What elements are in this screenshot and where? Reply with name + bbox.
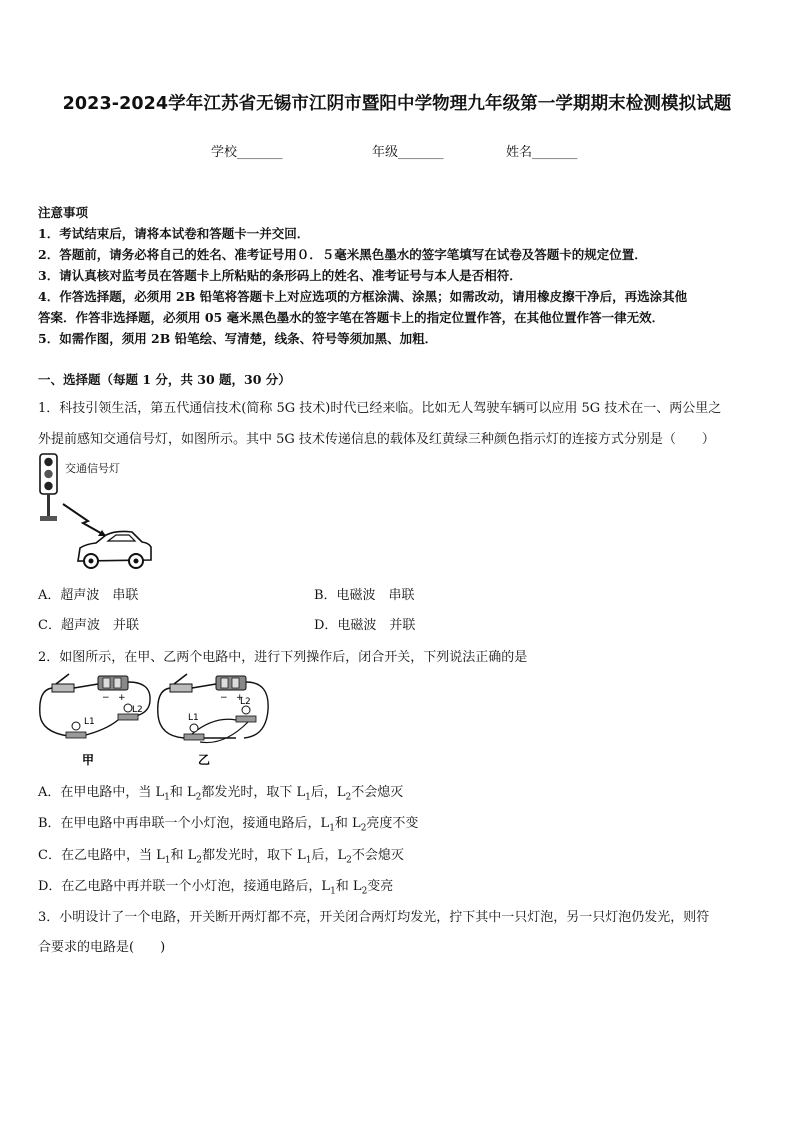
figure-label: 交通信号灯 bbox=[65, 462, 120, 475]
switch-icon bbox=[170, 674, 192, 692]
notes-heading: 注意事项 bbox=[38, 205, 89, 220]
svg-text:L2: L2 bbox=[132, 705, 143, 715]
note-item: 3．请认真核对监考员在答题卡上所粘贴的条形码上的姓名、准考证号与本人是否相符． bbox=[38, 268, 522, 283]
lamp-l2-icon bbox=[236, 706, 256, 722]
circuit-yi-figure bbox=[154, 670, 274, 770]
q1-option-d: D．电磁波 并联 bbox=[314, 618, 416, 633]
lamp-l1-icon bbox=[66, 722, 86, 738]
svg-text:L1: L1 bbox=[188, 713, 199, 723]
note-item: 2．答题前，请务必将自己的姓名、准考证号用０．５毫米黑色墨水的签字笔填写在试卷及答题卡的规定位置． bbox=[38, 247, 647, 262]
signal-icon bbox=[63, 504, 106, 536]
note-item: 1．考试结束后，请将本试卷和答题卡一并交回． bbox=[38, 226, 310, 241]
question-3-line-1: 3．小明设计了一个电路，开关断开两灯都不亮，开关闭合两灯均发光，拧下其中一只灯泡，另一只灯泡仍发光，则符 bbox=[38, 910, 710, 925]
lamp-l1-icon bbox=[184, 724, 204, 740]
note-item: 4．作答选择题，必须用 2B 铅笔将答题卡上对应选项的方框涂满、涂黑；如需改动，请用橡皮擦干净后，再选涂其他 bbox=[38, 289, 688, 304]
switch-icon bbox=[52, 674, 74, 692]
section-heading: 一、选择题（每题 1 分，共 30 题，30 分） bbox=[38, 372, 291, 387]
svg-text:L1: L1 bbox=[84, 717, 95, 727]
circuit-jia-label: 甲 bbox=[82, 753, 95, 767]
svg-text:L2: L2 bbox=[240, 697, 251, 707]
svg-text:+: + bbox=[236, 693, 244, 703]
q1-option-b: B．电磁波 串联 bbox=[314, 588, 415, 603]
circuit-yi-label: 乙 bbox=[198, 753, 211, 767]
car-icon bbox=[78, 531, 151, 568]
q1-option-a: A．超声波 串联 bbox=[38, 588, 139, 603]
school-field: 学校_______ bbox=[211, 145, 283, 160]
circuit-jia-figure bbox=[36, 670, 156, 770]
svg-text:−: − bbox=[102, 693, 110, 703]
page-title: 2023-2024学年江苏省无锡市江阴市暨阳中学物理九年级第一学期期末检测模拟试题 bbox=[62, 94, 732, 114]
q1-option-c: C．超声波 并联 bbox=[38, 618, 139, 633]
q2-option-d: D．在乙电路中再并联一个小灯泡，接通电路后，$L_1$和 $L_2$变亮 bbox=[38, 879, 394, 897]
traffic-light-car-figure bbox=[36, 450, 161, 572]
svg-text:+: + bbox=[118, 693, 126, 703]
question-3-line-2: 合要求的电路是( ) bbox=[38, 940, 166, 955]
q2-option-c: C．在乙电路中，当 $L_1$和 $L_2$都发光时，取下 $L_1$后，$L_2$不会熄灭 bbox=[38, 848, 404, 866]
question-1-line-2: 外提前感知交通信号灯，如图所示。其中 5G 技术传递信息的载体及红黄绿三种颜色指示灯的连接方式分别是（ ） bbox=[38, 432, 715, 447]
note-item: 答案．作答非选择题，必须用 05 毫米黑色墨水的签字笔在答题卡上的指定位置作答，在其他位置作答一律无效． bbox=[38, 310, 665, 325]
question-1-line-1: 1．科技引领生活，第五代通信技术(简称 5G 技术)时代已经来临。比如无人驾驶车辆可以应用 5G 技术在一、两公里之 bbox=[38, 401, 722, 416]
traffic-light-icon bbox=[40, 454, 57, 521]
name-field: 姓名_______ bbox=[506, 145, 578, 160]
q2-option-b: B．在甲电路中再串联一个小灯泡，接通电路后，$L_1$和 $L_2$亮度不变 bbox=[38, 816, 419, 834]
svg-text:−: − bbox=[220, 693, 228, 703]
question-2-stem: 2．如图所示，在甲、乙两个电路中，进行下列操作后，闭合开关，下列说法正确的是 bbox=[38, 650, 528, 665]
grade-field: 年级_______ bbox=[372, 145, 444, 160]
battery-icon bbox=[216, 676, 246, 690]
battery-icon bbox=[98, 676, 128, 690]
q2-option-a: A．在甲电路中，当 $L_1$和 $L_2$都发光时，取下 $L_1$后，$L_2$不会熄灭 bbox=[38, 785, 404, 803]
note-item: 5．如需作图，须用 2B 铅笔绘、写清楚，线条、符号等须加黑、加粗． bbox=[38, 331, 438, 346]
